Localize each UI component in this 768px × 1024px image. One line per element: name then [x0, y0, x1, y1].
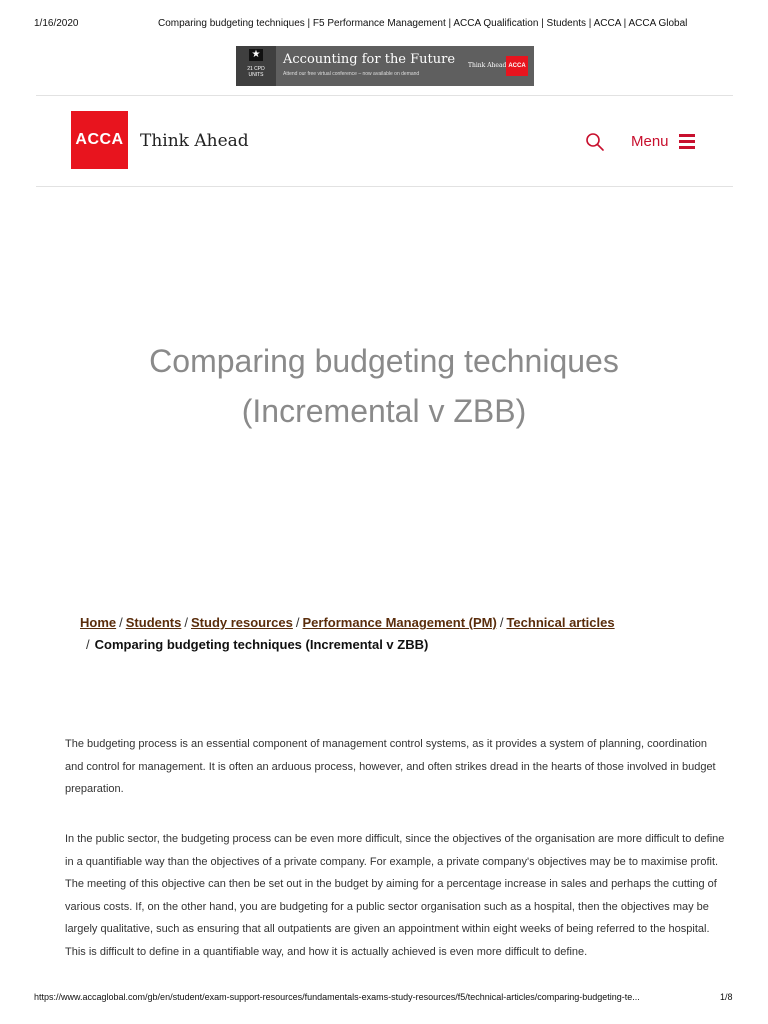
cpd-units-line1: 21 CPD	[247, 66, 265, 72]
breadcrumb-home[interactable]: Home	[80, 615, 117, 630]
search-icon	[584, 131, 606, 153]
breadcrumb-study-resources[interactable]: Study resources	[191, 615, 293, 630]
tagline: Think Ahead	[140, 131, 249, 151]
breadcrumb-performance-management[interactable]: Performance Management (PM)	[302, 615, 497, 630]
banner-headline: Accounting for the Future	[283, 52, 456, 67]
article-title	[84, 336, 684, 436]
breadcrumb-current: Comparing budgeting techniques (Incremental v ZBB)	[94, 637, 429, 652]
menu-label: Menu	[631, 132, 669, 150]
breadcrumb-students[interactable]: Students	[125, 615, 182, 630]
hamburger-icon	[679, 134, 695, 148]
article-title-line1: Comparing budgeting techniques	[149, 343, 619, 379]
banner-acca-logo: ACCA	[506, 56, 528, 76]
header-bottom-divider	[36, 186, 733, 187]
acca-logo[interactable]: ACCA	[71, 111, 128, 169]
print-url: https://www.accaglobal.com/gb/en/student/exam-support-resources/fundamentals-exams-study-resources/f5/technical-articles/comparing-budgeting-te...	[34, 992, 640, 1002]
cpd-badge	[236, 46, 276, 86]
print-page-title: Comparing budgeting techniques | F5 Performance Management | ACCA Qualification | Students | ACCA | ACCA Global	[158, 18, 688, 29]
print-date: 1/16/2020	[34, 18, 79, 29]
print-page-count: 1/8	[720, 992, 733, 1002]
breadcrumb-technical-articles[interactable]: Technical articles	[506, 615, 615, 630]
article-title-line2: (Incremental v ZBB)	[241, 393, 527, 429]
print-header	[0, 18, 768, 32]
ad-banner[interactable]	[236, 46, 534, 86]
body-paragraph-1: The budgeting process is an essential component of management control systems, as it provides a system of planning, coordination and control for management. It is often an arduous process, however, and often strikes dread in the hearts of those involved in budget preparation.	[65, 738, 716, 795]
banner-think-ahead: Think Ahead	[468, 62, 507, 69]
breadcrumb: Home / Students / Study resources / Performance Management (PM) / Technical articles / Comparing budgeting techniques (Incremental v ZBB)	[80, 615, 615, 652]
body-paragraph-2: In the public sector, the budgeting process can be even more difficult, since the objectives of the organisation are more difficult to define in a quantifiable way than the objectives of a private company. For example, a private company's objectives may be to maximise profit. The meeting of this objective can then be set out in the budget by aiming for a percentage increase in sales and perhaps the cutting of various costs. If, on the other hand, you are budgeting for a public sector organisation such as a hospital, then the objectives may be largely qualitative, such as ensuring that all outpatients are given an appointment within eight weeks of being referred to the hospital. This is difficult to define in a quantifiable way, and how it is actually achieved is even more difficult to define.	[65, 833, 725, 958]
menu-button[interactable]	[631, 130, 695, 152]
header-top-divider	[36, 95, 733, 96]
cpd-units-line2: UNITS	[248, 72, 264, 78]
star-icon: ★	[249, 49, 263, 61]
print-footer	[0, 992, 768, 1006]
search-button[interactable]	[584, 131, 606, 153]
banner-subline: Attend our free virtual conference – now available on demand	[283, 71, 420, 77]
